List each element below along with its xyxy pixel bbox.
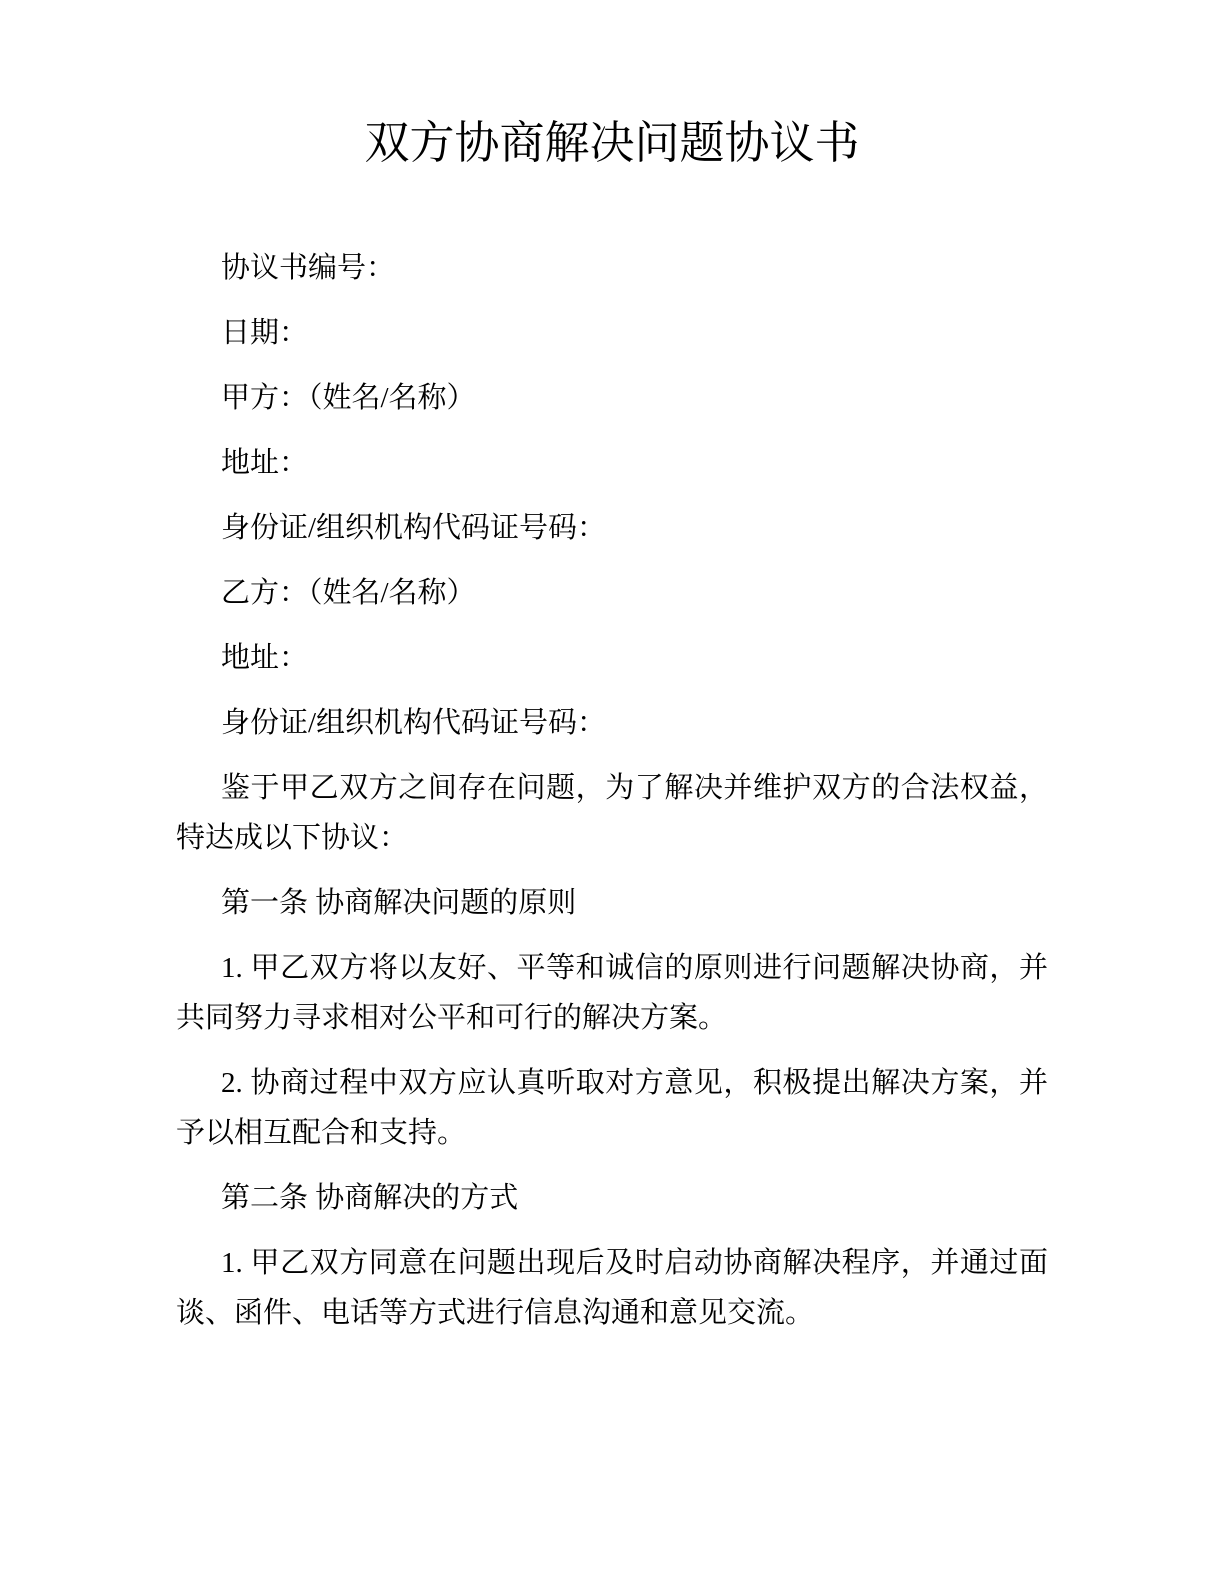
- section-2-clause-1: 1. 甲乙双方同意在问题出现后及时启动协商解决程序，并通过面谈、函件、电话等方式进行信息沟通和意见交流。: [176, 1247, 1048, 1329]
- field-agreement-number: 协议书编号：: [221, 252, 396, 284]
- section-1-clause-1: 1. 甲乙双方将以友好、平等和诚信的原则进行问题解决协商，并共同努力寻求相对公平和可行的解决方案。: [176, 952, 1048, 1034]
- field-party-a-id-number: 身份证/组织机构代码证号码：: [221, 512, 607, 544]
- field-party-a-name: 甲方：（姓名/名称）: [221, 382, 476, 414]
- preamble-paragraph: 鉴于甲乙双方之间存在问题，为了解决并维护双方的合法权益，特达成以下协议：: [176, 772, 1048, 854]
- field-party-b-id-number: 身份证/组织机构代码证号码：: [221, 707, 607, 739]
- field-party-a-address: 地址：: [221, 447, 309, 479]
- field-party-b-name: 乙方：（姓名/名称）: [221, 577, 476, 609]
- section-1-heading: 第一条 协商解决问题的原则: [221, 887, 577, 919]
- field-party-b-address: 地址：: [221, 642, 309, 674]
- document-title: 双方协商解决问题协议书: [364, 118, 860, 168]
- section-1-clause-2: 2. 协商过程中双方应认真听取对方意见，积极提出解决方案，并予以相互配合和支持。: [176, 1067, 1048, 1149]
- field-date: 日期：: [221, 317, 309, 349]
- section-2-heading: 第二条 协商解决的方式: [221, 1182, 519, 1214]
